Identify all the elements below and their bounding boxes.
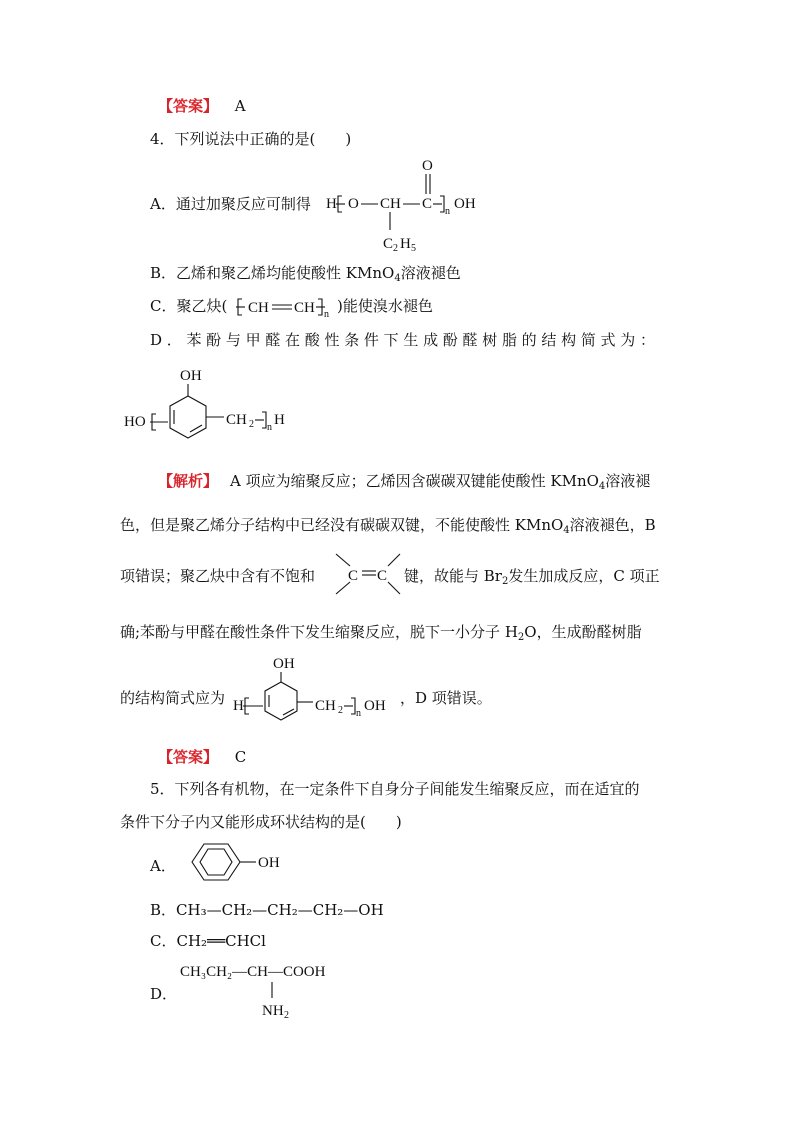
q4-a-structure (326, 152, 496, 252)
svg-text:n: n (324, 309, 329, 319)
svg-text:2: 2 (393, 243, 398, 252)
analysis-line-4: 确;苯酚与甲醛在酸性条件下发生缩聚反应，脱下一小分子 $H_2O$，生成酚醛树脂 (120, 623, 642, 643)
svg-text:C: C (377, 568, 388, 584)
fa-o-top: O (422, 158, 433, 174)
fa-c: C (422, 196, 433, 212)
svg-text:5: 5 (411, 243, 416, 252)
svg-text:CH: CH (294, 300, 315, 316)
analysis-line-3b: 键，故能与 $Br_2$发生加成反应，C 项正 (404, 567, 660, 587)
q5-option-d-structure (180, 958, 380, 1022)
q4-stem: 4．下列说法中正确的是( ) (150, 130, 352, 148)
svg-text:NH: NH (262, 1003, 284, 1019)
answer-line-q4 (158, 747, 246, 767)
q5-stem-line-2: 条件下分子内又能形成环状结构的是( ) (120, 813, 402, 831)
answer-line-prev (158, 96, 246, 116)
analysis-line-5a: 的结构简式应为 (120, 689, 226, 707)
q4-option-c-tail: )能使溴水褪色 (337, 297, 433, 315)
q5-option-b: B．CH₃—CH₂—CH₂—CH₂—OH (150, 901, 384, 919)
svg-text:H: H (274, 412, 285, 428)
answer-value: C (234, 748, 247, 766)
q4-d-structure (124, 360, 304, 450)
answer-label: 【答案】 (158, 97, 219, 115)
q4-option-d: D．苯酚与甲醛在酸性条件下生成酚醛树脂的结构简式为： (150, 331, 655, 349)
svg-text:H: H (400, 236, 411, 252)
q5-stem-line-1: 5．下列各有机物，在一定条件下自身分子间能发生缩聚反应，而在适宜的 (150, 780, 640, 798)
analysis-label: 【解析】 (158, 472, 219, 490)
svg-text:CH₃CH₂—CH—COOH: CH₃CH₂—CH—COOH (180, 964, 326, 980)
analysis-phenol-resin (233, 652, 403, 728)
svg-text:C: C (348, 568, 359, 584)
svg-text:H: H (233, 698, 244, 714)
answer-value: A (234, 97, 246, 115)
fa-o: O (348, 196, 359, 212)
fa-ch: CH (380, 196, 401, 212)
analysis-line-1: 【解析】 A 项应为缩聚反应；乙烯因含碳碳双键能使酸性 KMnO$_4$溶液褪 (158, 472, 651, 492)
svg-text:CH: CH (315, 698, 336, 714)
q5-option-a-phenol (182, 840, 292, 886)
svg-text:CH: CH (226, 412, 247, 428)
svg-text:n: n (356, 708, 361, 719)
svg-text:2: 2 (284, 1010, 289, 1021)
fa-oh: OH (454, 196, 476, 212)
q4-option-b: B．乙烯和聚乙烯均能使酸性 KMnO$_4$溶液褪色 (150, 264, 461, 284)
svg-text:2: 2 (249, 419, 254, 430)
svg-text:HO: HO (124, 414, 146, 430)
q4-option-a: A．通过加聚反应可制得 (150, 195, 311, 213)
svg-text:n: n (267, 422, 272, 433)
analysis-line-5b: ，D 项错误。 (400, 689, 492, 707)
fa-h: H (326, 196, 337, 212)
svg-text:OH: OH (258, 855, 280, 871)
q4-option-c: C．聚乙炔( (150, 297, 228, 315)
svg-text:CH: CH (248, 300, 269, 316)
fa-n: n (445, 206, 450, 217)
svg-text:OH: OH (273, 656, 295, 672)
svg-text:OH: OH (180, 368, 202, 384)
svg-text:2: 2 (338, 705, 343, 716)
q5-option-c: C．CH₂══CHCl (150, 932, 266, 950)
q5-option-d-label: D． (150, 985, 178, 1003)
analysis-line-3a: 项错误；聚乙炔中含有不饱和 (120, 567, 316, 585)
q5-option-a-label: A． (150, 857, 176, 875)
analysis-cc-double-bond (330, 550, 406, 598)
svg-text:OH: OH (364, 698, 386, 714)
answer-label: 【答案】 (158, 748, 219, 766)
analysis-line-2: 色，但是聚乙烯分子结构中已经没有碳碳双键，不能使酸性 KMnO$_4$溶液褪色，B (120, 516, 656, 536)
q4-c-polyacetylene (236, 291, 340, 319)
fa-c2: C (383, 236, 394, 252)
